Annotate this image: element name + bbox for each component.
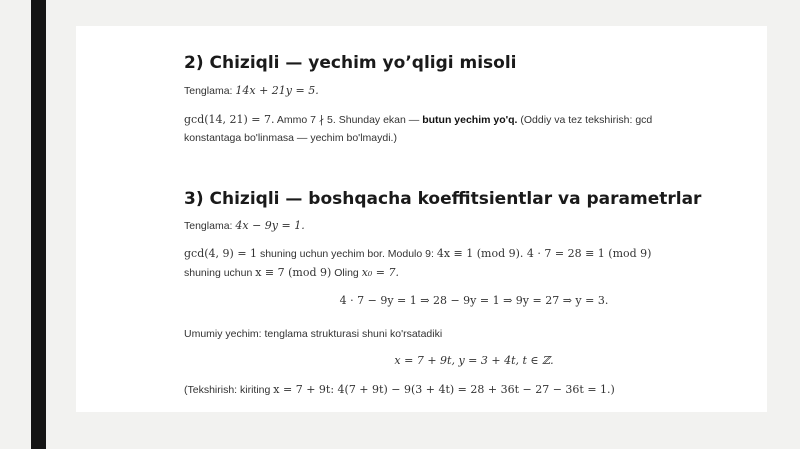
section-3-equation-line: [184, 219, 305, 232]
equation-label: Tenglama:: [184, 85, 233, 97]
gcd-math: gcd(14, 21) = 7.: [184, 113, 275, 126]
section-2-heading: 2) Chiziqli — yechim yo’qligi misoli: [184, 53, 517, 73]
section-3-gcd-line: [184, 247, 651, 260]
take-text: Oling: [334, 267, 359, 279]
gcd-text: Ammo 7 ∤ 5. Shunday ekan —: [276, 114, 420, 126]
derivation-line: 4 · 7 − 9y = 1 ⇒ 28 − 9y = 1 ⇒ 9y = 27 ⇒ y = 3.: [339, 294, 609, 307]
section-2-note-line: konstantaga bo'linmasa — yechim bo'lmaydi.): [184, 132, 397, 144]
section-2-gcd-line: [184, 113, 652, 126]
x0-math: x₀ = 7.: [361, 266, 400, 279]
gcd-text: shuning uchun yechim bor. Modulo 9:: [259, 248, 434, 260]
check-math: x = 7 + 9t: 4(7 + 9t) − 9(3 + 4t) = 28 + 36t − 27 − 36t = 1.): [273, 383, 615, 396]
check-label: (Tekshirish: kiriting: [184, 384, 271, 396]
section-2-equation-line: [184, 84, 319, 97]
mod-math: 4x ≡ 1 (mod 9). 4 · 7 = 28 ≡ 1 (mod 9): [436, 247, 652, 260]
equation-math: 14x + 21y = 5.: [235, 84, 319, 97]
x-math: x ≡ 7 (mod 9): [255, 266, 332, 279]
check-text: (Oddiy va tez tekshirish: gcd: [520, 114, 653, 126]
general-solution-text: Umumiy yechim: tenglama strukturasi shuni ko'rsatadiki: [184, 328, 443, 340]
no-solution-text: butun yechim yo'q.: [422, 114, 518, 126]
equation-math: 4x − 9y = 1.: [235, 219, 305, 232]
left-edge-bar: [31, 0, 46, 449]
general-solution-math: x = 7 + 9t, y = 3 + 4t, t ∈ ℤ.: [394, 354, 554, 367]
check-line: [184, 383, 615, 396]
x-text: shuning uchun: [184, 267, 253, 279]
content-card: [76, 26, 767, 412]
section-3-heading: 3) Chiziqli — boshqacha koeffitsientlar va parametrlar: [184, 189, 702, 209]
gcd-math: gcd(4, 9) = 1: [184, 247, 258, 260]
equation-label: Tenglama:: [184, 220, 233, 232]
section-3-x-line: [184, 266, 399, 279]
